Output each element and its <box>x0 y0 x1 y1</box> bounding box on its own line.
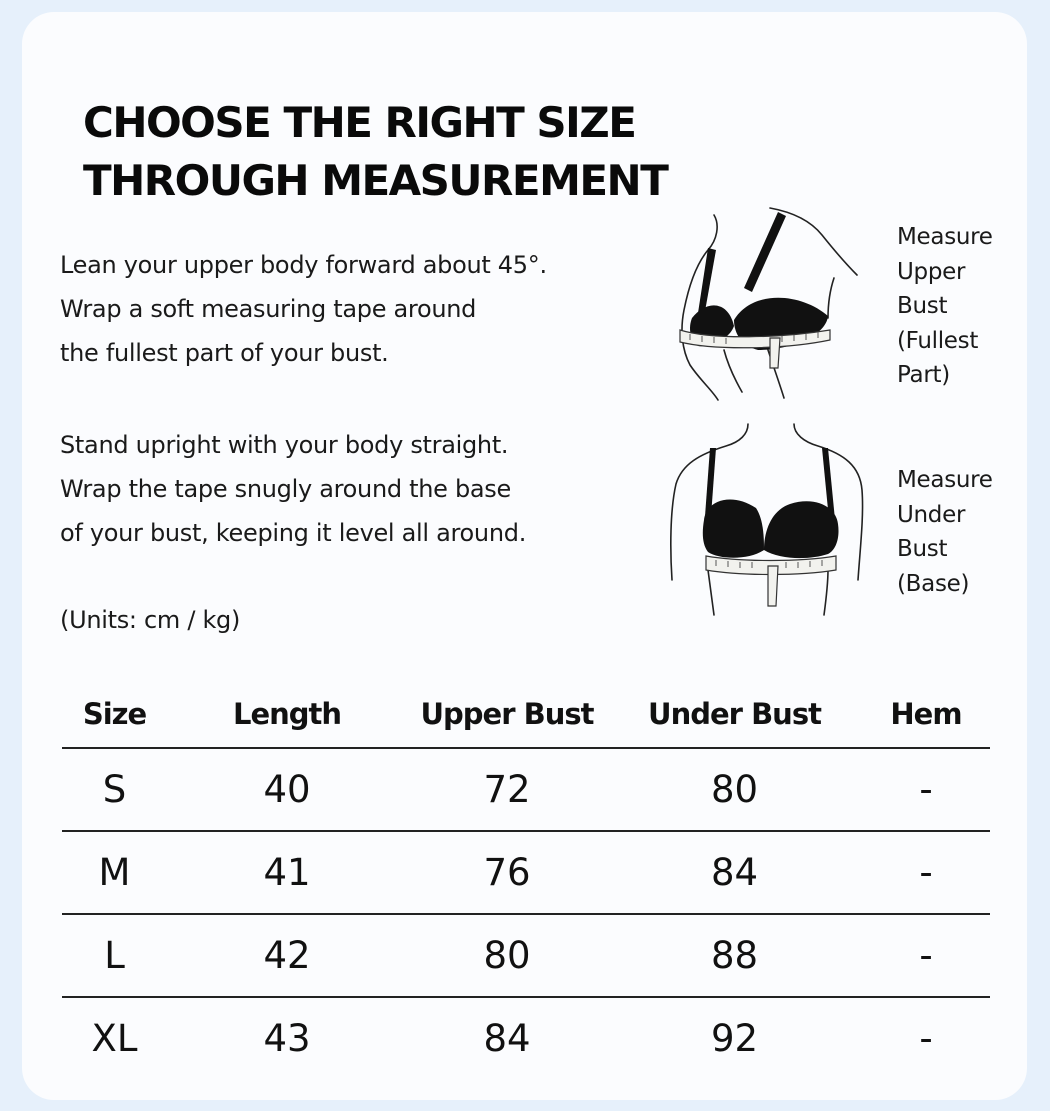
instruction-line: Stand upright with your body straight. <box>60 431 509 459</box>
caption-line: Bust <box>897 536 948 562</box>
size-cell: M <box>98 851 131 894</box>
hem-cell: - <box>919 934 933 977</box>
table-row <box>62 915 990 998</box>
length-cell: 40 <box>263 768 311 811</box>
upper-bust-cell: 80 <box>483 934 531 977</box>
header-length: Length <box>232 696 342 731</box>
page-title <box>83 94 667 210</box>
caption-line: Measure <box>897 224 993 250</box>
instruction-line: of your bust, keeping it level all around. <box>60 519 527 547</box>
instruction-line: Lean your upper body forward about 45°. <box>60 251 547 279</box>
table-row <box>62 998 990 1079</box>
upper-bust-cell: 72 <box>483 768 531 811</box>
title-line-2: THROUGH MEASUREMENT <box>83 156 668 205</box>
instruction-line: the fullest part of your bust. <box>60 339 389 367</box>
under-bust-cell: 84 <box>710 851 759 894</box>
hem-cell: - <box>919 851 933 894</box>
header-upper-bust: Upper Bust <box>420 696 594 731</box>
table-row <box>62 832 990 915</box>
table-row <box>62 749 990 832</box>
under-bust-cell: 80 <box>710 768 759 811</box>
header-size: Size <box>82 696 147 731</box>
under-bust-caption <box>897 463 993 601</box>
size-table <box>62 680 990 1079</box>
length-cell: 41 <box>263 851 311 894</box>
upper-bust-measurement-illustration <box>672 200 872 405</box>
upper-bust-cell: 76 <box>483 851 531 894</box>
hem-cell: - <box>919 1017 933 1060</box>
size-cell: XL <box>91 1017 138 1060</box>
under-bust-instructions <box>60 423 526 555</box>
title-line-1: CHOOSE THE RIGHT SIZE <box>83 98 636 147</box>
size-cell: S <box>102 768 127 811</box>
caption-line: Bust <box>897 293 948 319</box>
instruction-line: Wrap a soft measuring tape around <box>60 295 477 323</box>
size-table-header <box>62 680 990 749</box>
hem-cell: - <box>919 768 933 811</box>
under-bust-cell: 92 <box>710 1017 759 1060</box>
units-note: (Units: cm / kg) <box>60 606 241 634</box>
upper-bust-caption <box>897 220 993 393</box>
instruction-line: Wrap the tape snugly around the base <box>60 475 511 503</box>
under-bust-cell: 88 <box>710 934 759 977</box>
caption-line: Measure <box>897 467 993 493</box>
caption-line: Under <box>897 501 966 528</box>
upper-bust-instructions <box>60 243 547 375</box>
header-hem: Hem <box>890 696 962 731</box>
length-cell: 42 <box>263 934 311 977</box>
length-cell: 43 <box>263 1017 311 1060</box>
caption-line: Part) <box>897 362 950 388</box>
size-cell: L <box>104 934 125 977</box>
under-bust-measurement-illustration <box>660 420 870 620</box>
caption-line: Upper <box>897 258 966 285</box>
caption-line: (Base) <box>897 570 970 597</box>
header-under-bust: Under Bust <box>648 696 821 731</box>
caption-line: (Fullest <box>897 327 979 354</box>
upper-bust-cell: 84 <box>483 1017 531 1060</box>
